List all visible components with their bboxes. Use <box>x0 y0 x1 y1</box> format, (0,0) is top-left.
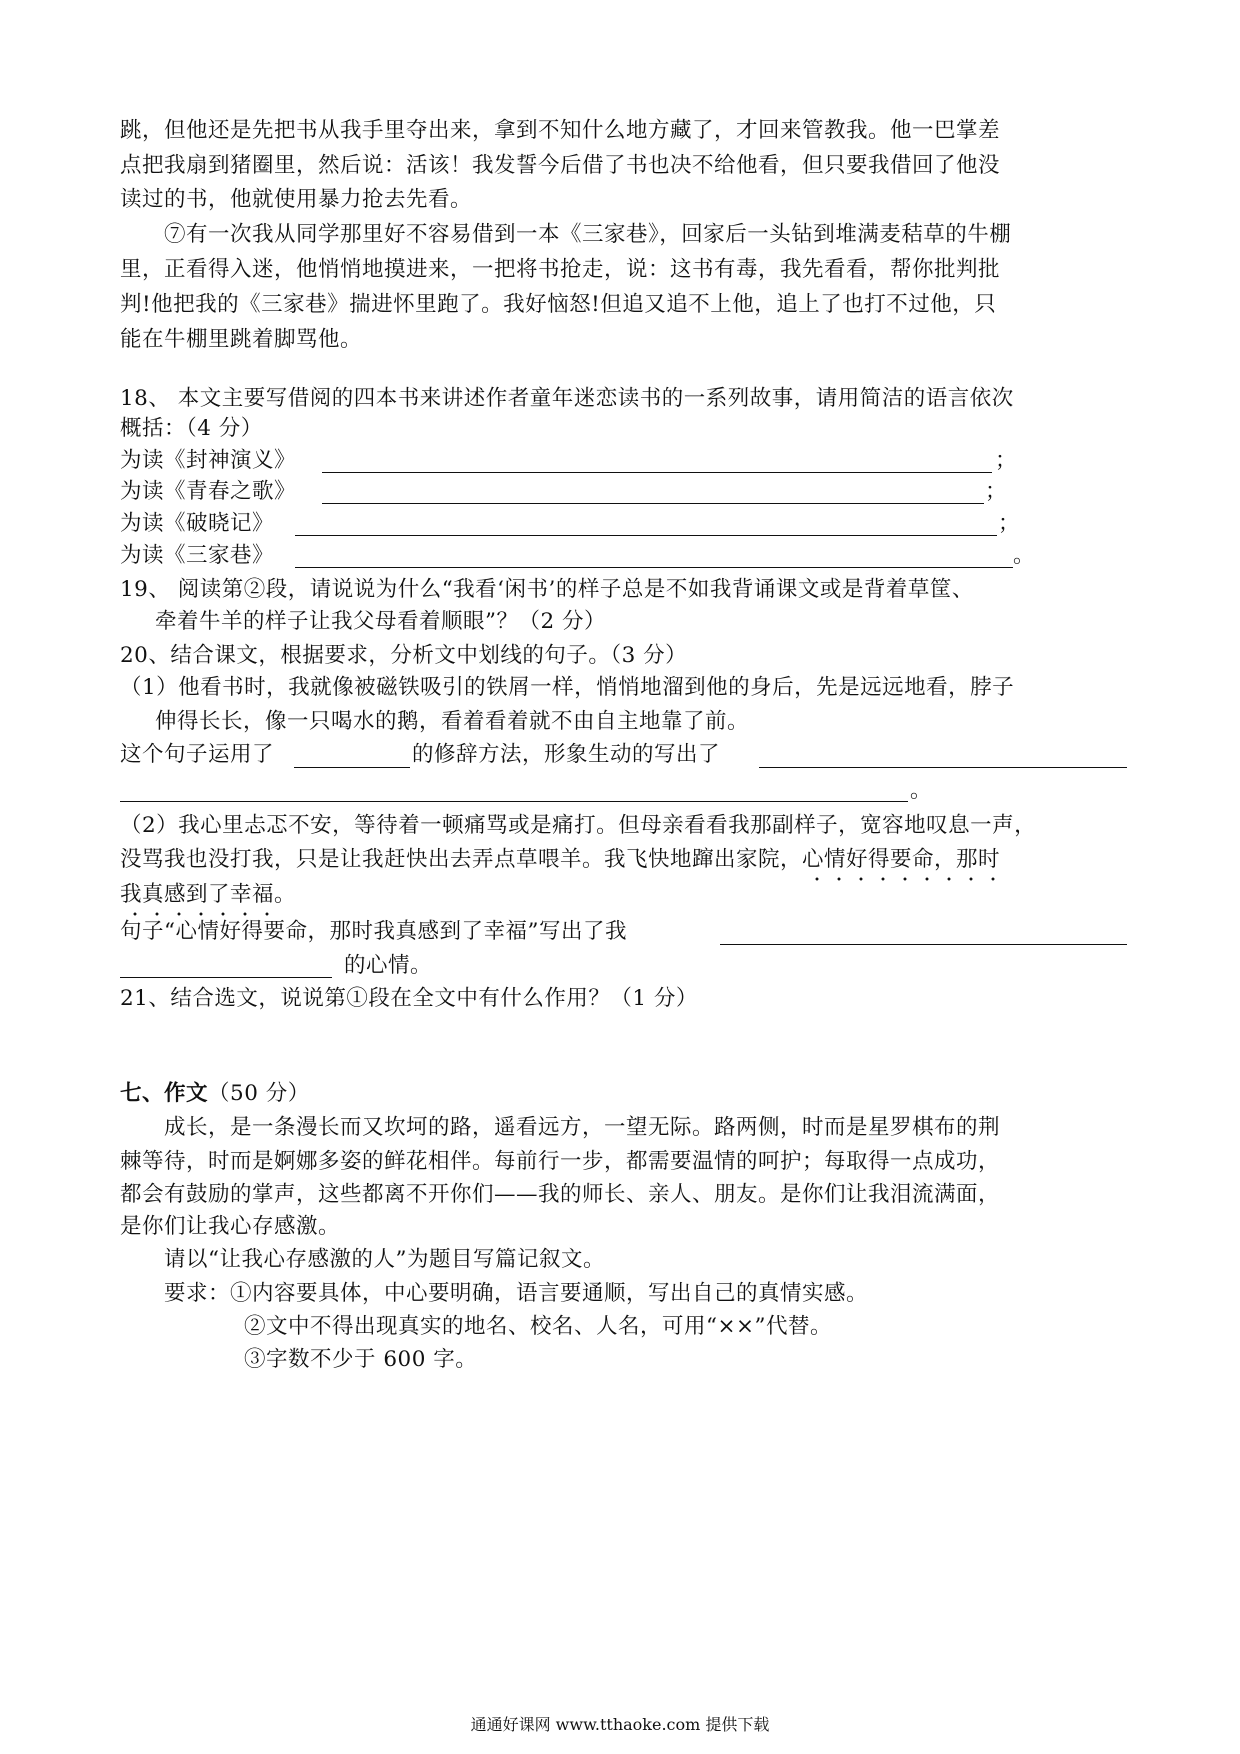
dotted-emphasis <box>120 880 274 910</box>
q20-prompt-2: 句子“心情好得要命，那时我真感到了幸福”写出了我 <box>120 919 627 944</box>
question-18-score: 概括：（4 分） <box>120 416 263 441</box>
answer-blank[interactable] <box>294 767 410 768</box>
essay-intro: 是你们让我心存感激。 <box>120 1214 341 1239</box>
q20-sentence-2-line3 <box>120 880 296 910</box>
q20-sentence-2: （2）我心里忐忑不安，等待着一顿痛骂或是痛打。但母亲看看我那副样子，宽容地叹息一声， <box>120 813 1037 838</box>
answer-blank[interactable] <box>759 767 1127 768</box>
passage-line: 点把我扇到猪圈里，然后说：活该！我发誓今后借了书也决不给他看，但只要我借回了他没 <box>120 153 1001 178</box>
answer-blank[interactable] <box>295 567 1013 568</box>
q20-prompt-a: 这个句子运用了 <box>120 742 275 767</box>
answer-blank[interactable] <box>120 801 908 802</box>
q20-prompt-b: 的修辞方法，形象生动的写出了 <box>412 742 721 767</box>
passage-line: 读过的书，他就使用暴力抢去先看。 <box>120 187 473 212</box>
q18-item-end: ； <box>985 479 1008 504</box>
essay-heading-score: （50 分） <box>208 1081 310 1106</box>
passage-line: 判!他把我的《三家巷》揣进怀里跑了。我好恼怒!但追又追不上他，追上了也打不过他，只 <box>120 292 997 317</box>
emphasis-dots <box>120 912 274 916</box>
essay-requirement: ③字数不少于 600 字。 <box>244 1347 478 1372</box>
q18-item-end: ； <box>995 448 1018 473</box>
q18-item-label: 为读《破晓记》 <box>120 511 275 536</box>
answer-blank[interactable] <box>120 977 332 978</box>
question-19: 19、 阅读第②段，请说说为什么“我看‘闲书’的样子总是不如我背诵课文或是背着草筐、 <box>120 577 974 602</box>
answer-blank[interactable] <box>322 472 992 473</box>
q20-sentence-2-line2 <box>120 845 1000 875</box>
q18-item-label: 为读《青春之歌》 <box>120 479 297 504</box>
answer-blank[interactable] <box>322 503 984 504</box>
essay-requirement: 要求：①内容要具体，中心要明确，语言要通顺，写出自己的真情实感。 <box>164 1281 869 1306</box>
q20-sentence-1-cont: 伸得长长，像一只喝水的鹅，看着看着就不由自主地靠了前。 <box>155 709 750 734</box>
emphasis-text: 心情好得要命，那时 <box>802 847 1001 872</box>
essay-requirement: ②文中不得出现真实的地名、校名、人名，可用“××”代替。 <box>244 1314 833 1339</box>
passage-paragraph-7: ⑦有一次我从同学那里好不容易借到一本《三家巷》，回家后一头钻到堆满麦秸草的牛棚 <box>164 222 1012 247</box>
essay-intro: 都会有鼓励的掌声，这些都离不开你们——我的师长、亲人、朋友。是你们让我泪流满面， <box>120 1182 1001 1207</box>
emphasis-dots <box>802 877 1000 881</box>
passage-line: 跳，但他还是先把书从我手里夺出来，拿到不知什么地方藏了，才回来管教我。他一巴掌差 <box>120 118 1001 143</box>
essay-heading <box>120 1079 310 1109</box>
sentence-text: 。 <box>274 882 297 907</box>
question-20: 20、结合课文，根据要求，分析文中划线的句子。（3 分） <box>120 643 688 668</box>
q18-item-end: ； <box>998 511 1021 536</box>
q18-item-end: 。 <box>1013 543 1036 568</box>
q18-item-label: 为读《封神演义》 <box>120 448 297 473</box>
question-19-cont: 牵着牛羊的样子让我父母看着顺眼”？（2 分） <box>155 609 607 634</box>
answer-blank[interactable] <box>720 944 1127 945</box>
essay-intro: 棘等待，时而是婀娜多姿的鲜花相伴。每前行一步，都需要温情的呵护；每取得一点成功， <box>120 1149 1001 1174</box>
passage-line: 里，正看得入迷，他悄悄地摸进来，一把将书抢走，说：这书有毒，我先看看，帮你批判批 <box>120 257 1001 282</box>
question-18: 18、 本文主要写借阅的四本书来讲述作者童年迷恋读书的一系列故事，请用简洁的语言依次 <box>120 386 1014 411</box>
dotted-emphasis <box>802 845 1000 875</box>
q20-sentence-1: （1）他看书时，我就像被磁铁吸引的铁屑一样，悄悄地溜到他的身后，先是远远地看，脖子 <box>120 675 1015 700</box>
essay-heading-title: 七、作文 <box>120 1081 209 1106</box>
essay-prompt: 请以“让我心存感激的人”为题目写篇记叙文。 <box>164 1247 605 1272</box>
q20-prompt-2-end: 的心情。 <box>344 953 433 978</box>
essay-intro: 成长，是一条漫长而又坎坷的路，遥看远方，一望无际。路两侧，时而是星罗棋布的荆 <box>164 1115 1001 1140</box>
question-21: 21、结合选文，说说第①段在全文中有什么作用？（1 分） <box>120 986 698 1011</box>
q20-prompt-end: 。 <box>910 778 933 803</box>
sentence-text: 没骂我也没打我，只是让我赶快出去弄点草喂羊。我飞快地蹿出家院， <box>120 847 803 872</box>
page-footer: 通通好课网 www.tthaoke.com 提供下载 <box>470 1715 770 1734</box>
emphasis-text: 我真感到了幸福 <box>120 882 275 907</box>
answer-blank[interactable] <box>295 535 997 536</box>
q18-item-label: 为读《三家巷》 <box>120 543 275 568</box>
passage-line: 能在牛棚里跳着脚骂他。 <box>120 327 363 352</box>
